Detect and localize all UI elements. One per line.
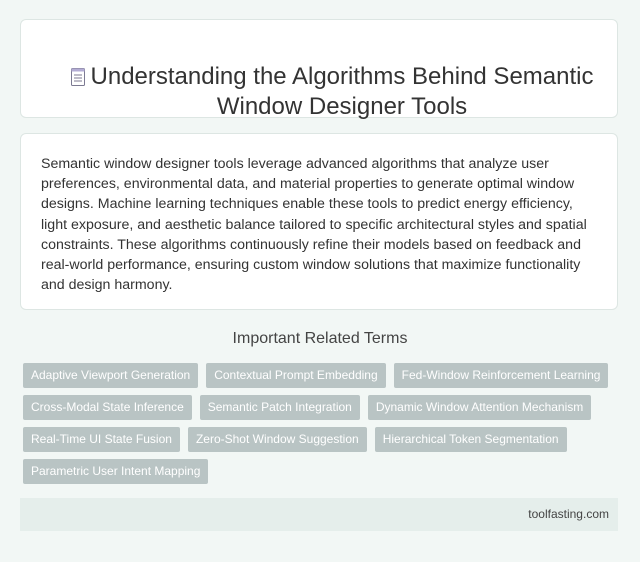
tag-row xyxy=(23,427,617,452)
term-tag[interactable]: Semantic Patch Integration xyxy=(200,395,360,420)
tag-row xyxy=(23,363,617,388)
summary-text: Semantic window designer tools leverage advanced algorithms that analyze user preferences, environmental data, and material properties to generate optimal window designs. Machine learning techniques enable these tools to predict energy efficiency, light exposure, and aesthetic balance tailored to specific architectural styles and spatial constraints. These algorithms continuously refine their models based on feedback and real-world performance, ensuring custom window solutions that maximize functionality and design harmony. xyxy=(41,156,587,294)
term-tag[interactable]: Zero-Shot Window Suggestion xyxy=(188,427,367,452)
term-tag[interactable]: Fed-Window Reinforcement Learning xyxy=(394,363,609,388)
term-tag[interactable]: Hierarchical Token Segmentation xyxy=(375,427,567,452)
term-tag[interactable]: Adaptive Viewport Generation xyxy=(23,363,198,388)
footer-site-link[interactable]: toolfasting.com xyxy=(528,507,609,521)
tag-row xyxy=(23,395,617,420)
title-card xyxy=(20,19,618,118)
tag-row xyxy=(23,459,617,484)
term-tag[interactable]: Cross-Modal State Inference xyxy=(23,395,192,420)
related-terms-heading: Important Related Terms xyxy=(232,330,408,347)
term-tag[interactable]: Real-Time UI State Fusion xyxy=(23,427,180,452)
page-title: Understanding the Algorithms Behind Semantic Window Designer Tools xyxy=(90,63,594,120)
footer xyxy=(20,498,618,531)
term-tag[interactable]: Dynamic Window Attention Mechanism xyxy=(368,395,591,420)
term-tag[interactable]: Parametric User Intent Mapping xyxy=(23,459,208,484)
related-terms-list xyxy=(23,363,617,491)
term-tag[interactable]: Contextual Prompt Embedding xyxy=(206,363,385,388)
summary-card xyxy=(20,133,618,310)
